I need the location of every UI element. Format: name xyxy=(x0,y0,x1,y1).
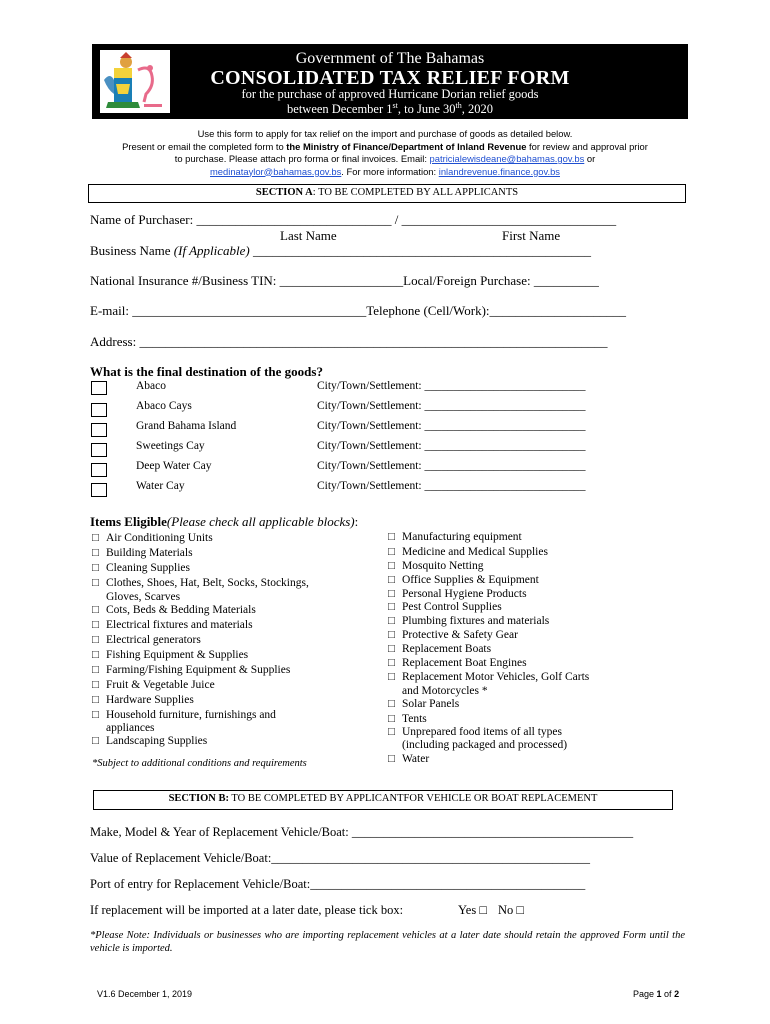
item-label: Office Supplies & Equipment xyxy=(402,574,539,586)
item-checkbox[interactable]: □ xyxy=(92,547,99,559)
make-model-field[interactable]: Make, Model & Year of Replacement Vehicle/Boat: _____________________________________________ xyxy=(90,825,634,839)
item-label: Replacement Motor Vehicles, Golf Carts xyxy=(402,671,590,683)
item-label: Personal Hygiene Products xyxy=(402,588,527,600)
destination-name: Grand Bahama Island xyxy=(136,420,237,432)
intro-instructions: Use this form to apply for tax relief on the import and purchase of goods as detailed below. Present or email the completed form to the Ministry of Finance/Department of Inland Revenue for review and approval prior to purchase. Please attach pro forma or final invoices. Email: patricialewisdeane@bahamas.gov.bs or medinataylor@bahamas.gov.bs. For more information: inlandrevenue.finance.gov.bs xyxy=(122,128,648,177)
yes-checkbox[interactable]: Yes □ xyxy=(458,903,487,917)
item-checkbox[interactable]: □ xyxy=(388,629,395,641)
destination-name: Deep Water Cay xyxy=(136,460,212,472)
last-name-label: Last Name xyxy=(280,228,337,243)
item-checkbox[interactable]: □ xyxy=(388,657,395,669)
item-label: Water xyxy=(402,753,430,765)
form-title: CONSOLIDATED TAX RELIEF FORM xyxy=(210,67,570,89)
item-label: Plumbing fixtures and materials xyxy=(402,615,550,627)
destination-name: Water Cay xyxy=(136,480,185,492)
website-link[interactable]: inlandrevenue.finance.gov.bs xyxy=(438,165,560,177)
item-checkbox[interactable]: □ xyxy=(388,560,395,572)
destination-checkbox[interactable] xyxy=(91,443,107,457)
later-date-question: If replacement will be imported at a later date, please tick box: xyxy=(90,903,404,917)
item-checkbox[interactable]: □ xyxy=(388,531,395,543)
destination-name: Sweetings Cay xyxy=(136,440,205,452)
item-checkbox[interactable]: □ xyxy=(388,574,395,586)
item-label-continued: and Motorcycles * xyxy=(402,685,488,697)
purchaser-name-field[interactable]: Name of Purchaser: ______________________________ / _________________________________ xyxy=(90,212,617,227)
item-label: Tents xyxy=(402,713,427,725)
item-label: Mosquito Netting xyxy=(402,560,484,572)
item-checkbox[interactable]: □ xyxy=(92,649,99,661)
form-date-range: between December 1st, to June 30th, 2020 xyxy=(287,101,493,117)
nib-field[interactable]: National Insurance #/Business TIN: ___________________Local/Foreign Purchase: __________ xyxy=(90,273,599,288)
destination-question: What is the final destination of the goods? xyxy=(90,364,323,379)
city-town-settlement-field[interactable]: City/Town/Settlement: ____________________________ xyxy=(317,400,586,412)
item-label: Cleaning Supplies xyxy=(106,562,191,574)
item-checkbox[interactable]: □ xyxy=(388,671,395,683)
destination-name: Abaco xyxy=(136,380,167,392)
city-town-settlement-field[interactable]: City/Town/Settlement: ____________________________ xyxy=(317,380,586,392)
item-checkbox[interactable]: □ xyxy=(92,709,99,721)
item-checkbox[interactable]: □ xyxy=(92,664,99,676)
destination-checkbox[interactable] xyxy=(91,463,107,477)
section-a-header: SECTION A: TO BE COMPLETED BY ALL APPLICANTS xyxy=(88,184,686,203)
item-label: Protective & Safety Gear xyxy=(402,629,518,641)
item-label: Fishing Equipment & Supplies xyxy=(106,649,249,661)
item-label: Medicine and Medical Supplies xyxy=(402,546,548,558)
first-name-label: First Name xyxy=(502,228,561,243)
form-subtitle: for the purchase of approved Hurricane Dorian relief goods xyxy=(241,87,539,101)
city-town-settlement-field[interactable]: City/Town/Settlement: ____________________________ xyxy=(317,460,586,472)
item-label-continued: appliances xyxy=(106,722,155,734)
item-checkbox[interactable]: □ xyxy=(92,577,99,589)
item-label: Landscaping Supplies xyxy=(106,735,208,747)
item-label: Cots, Beds & Bedding Materials xyxy=(106,604,256,616)
item-label: Unprepared food items of all types xyxy=(402,726,562,738)
email-link-medina[interactable]: medinataylor@bahamas.gov.bs xyxy=(210,165,342,177)
item-checkbox[interactable]: □ xyxy=(92,532,99,544)
item-label: Pest Control Supplies xyxy=(402,601,502,613)
item-label: Building Materials xyxy=(106,547,193,559)
business-name-field[interactable]: Business Name (If Applicable) ____________________________________________________ xyxy=(90,243,591,258)
destination-checkbox[interactable] xyxy=(91,381,107,395)
item-checkbox[interactable]: □ xyxy=(388,546,395,558)
page-number: Page 1 of 2 xyxy=(633,989,680,999)
item-label: Household furniture, furnishings and xyxy=(106,709,276,721)
port-of-entry-field[interactable]: Port of entry for Replacement Vehicle/Boat:____________________________________________ xyxy=(90,877,586,891)
government-name: Government of The Bahamas xyxy=(295,50,485,67)
item-label-continued: Gloves, Scarves xyxy=(106,591,181,603)
item-label: Manufacturing equipment xyxy=(402,531,522,543)
item-label: Solar Panels xyxy=(402,698,460,710)
item-label: Hardware Supplies xyxy=(106,694,194,706)
item-checkbox[interactable]: □ xyxy=(92,634,99,646)
item-checkbox[interactable]: □ xyxy=(92,604,99,616)
item-label: Clothes, Shoes, Hat, Belt, Socks, Stockings, xyxy=(106,577,309,589)
item-checkbox[interactable]: □ xyxy=(92,735,99,747)
item-label: Fruit & Vegetable Juice xyxy=(106,679,215,691)
item-label: Farming/Fishing Equipment & Supplies xyxy=(106,664,291,676)
version-label: V1.6 December 1, 2019 xyxy=(97,989,193,999)
item-checkbox[interactable]: □ xyxy=(92,694,99,706)
destination-checkbox[interactable] xyxy=(91,483,107,497)
item-label: Electrical generators xyxy=(106,634,201,646)
items-eligible-heading: Items Eligible(Please check all applicable blocks): xyxy=(90,514,359,529)
address-field[interactable]: Address: ________________________________________________________________________ xyxy=(90,334,608,349)
item-checkbox[interactable]: □ xyxy=(92,562,99,574)
subject-note: *Subject to additional conditions and requirements xyxy=(92,758,307,769)
item-checkbox[interactable]: □ xyxy=(388,753,395,765)
item-checkbox[interactable]: □ xyxy=(388,643,395,655)
city-town-settlement-field[interactable]: City/Town/Settlement: ____________________________ xyxy=(317,480,586,492)
item-label: Electrical fixtures and materials xyxy=(106,619,253,631)
no-checkbox[interactable]: No □ xyxy=(498,903,524,917)
vehicle-value-field[interactable]: Value of Replacement Vehicle/Boat:___________________________________________________ xyxy=(90,851,591,865)
email-telephone-field[interactable]: E-mail: ____________________________________Telephone (Cell/Work):_____________________ xyxy=(90,303,627,318)
email-link-patricia[interactable]: patricialewisdeane@bahamas.gov.bs xyxy=(429,153,585,164)
destination-checkbox[interactable] xyxy=(91,403,107,417)
item-checkbox[interactable]: □ xyxy=(388,698,395,710)
item-checkbox[interactable]: □ xyxy=(92,679,99,691)
item-label: Air Conditioning Units xyxy=(106,532,213,544)
item-checkbox[interactable]: □ xyxy=(388,726,395,738)
destination-checkbox[interactable] xyxy=(91,423,107,437)
item-label: Replacement Boat Engines xyxy=(402,657,527,669)
item-checkbox[interactable]: □ xyxy=(388,588,395,600)
replacement-note: *Please Note: Individuals or businesses who are importing replacement vehicles at a later date should retain the approved Form until the vehicle is imported. xyxy=(90,930,685,954)
item-checkbox[interactable]: □ xyxy=(388,615,395,627)
city-town-settlement-field[interactable]: City/Town/Settlement: ____________________________ xyxy=(317,420,586,432)
item-checkbox[interactable]: □ xyxy=(92,619,99,631)
city-town-settlement-field[interactable]: City/Town/Settlement: ____________________________ xyxy=(317,440,586,452)
section-b-header: SECTION B: TO BE COMPLETED BY APPLICANTFOR VEHICLE OR BOAT REPLACEMENT xyxy=(93,790,673,810)
item-label-continued: (including packaged and processed) xyxy=(402,739,568,751)
destination-name: Abaco Cays xyxy=(136,400,192,412)
item-checkbox[interactable]: □ xyxy=(388,601,395,613)
form-header xyxy=(92,44,688,119)
item-label: Replacement Boats xyxy=(402,643,492,655)
item-checkbox[interactable]: □ xyxy=(388,713,395,725)
